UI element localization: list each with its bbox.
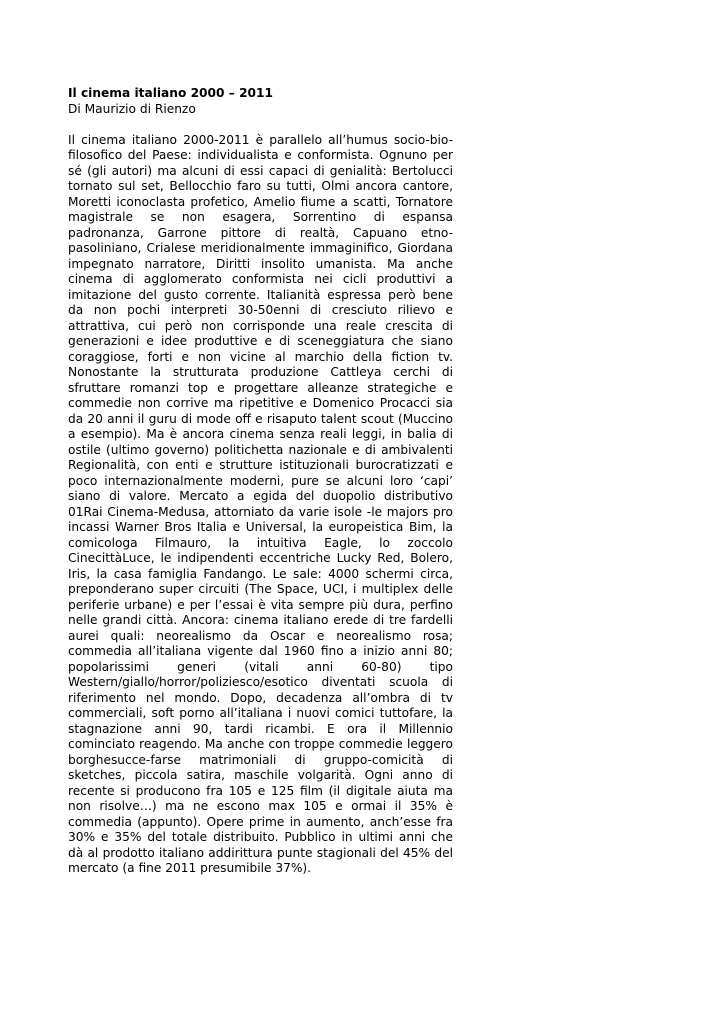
body-line: Regionalità, con enti e strutture istituzionali burocratizzati e [68,458,453,472]
body-line: commedia (appunto). Opere prime in aumento, anch’esse fra [68,814,453,829]
body-line: da non pochi interpreti 30-50enni di cresciuto rilievo e [68,303,453,317]
body-line: popolarissimi generi (vitali anni 60-80) tipo [68,659,453,674]
body-line: Moretti iconoclasta profetico, Amelio fiume a scatti, Tornatore [68,194,453,209]
body-line: tornato sul set, Bellocchio faro su tutti, Olmi ancora cantore, [68,179,453,193]
body-line: stagnazione anni 90, tardi ricambi. E ora il Millennio [68,721,453,736]
body-line: CinecittàLuce, le indipendenti eccentriche Lucky Red, Bolero, [68,551,453,565]
body-line: attrattiva, cui però non corrisponde una reale crescita di [68,318,453,333]
body-line: Iris, la casa famiglia Fandango. Le sale: 4000 schermi circa, [68,566,453,581]
body-line: comicologa Filmauro, la intuitiva Eagle, lo zoccolo [68,535,453,550]
body-line: a esempio). Ma è ancora cinema senza reali leggi, in balia di [68,427,453,441]
body-line: imitazione del gusto corrente. Italianità espressa però bene [68,287,453,302]
body-line: borghesucce-farse matrimoniali di gruppo-comicità di [68,752,453,767]
body-line: sketches, piccola satira, maschile volgarità. Ogni anno di [68,768,453,782]
body-line: cominciato reagendo. Ma anche con troppe commedie leggero [68,737,453,751]
body-line: sfruttare romanzi top e progettare alleanze strategiche e [68,380,453,395]
body-line: mercato (a fine 2011 presumibile 37%). [68,861,312,875]
body-line: non risolve…) ma ne escono max 105 e ormai il 35% è [68,799,453,813]
body-line: 30% e 35% del totale distribuito. Pubblico in ultimi anni che [68,830,453,844]
body-line: Nonostante la strutturata produzione Cattleya cerchi di [68,365,453,379]
body-line: Western/giallo/horror/poliziesco/esotico diventati scuola di [68,675,453,689]
body-line: aurei quali: neorealismo da Oscar e neorealismo rosa; [68,628,453,643]
body-line: poco internazionalmente moderni, pure se alcuni loro ‘capi’ [68,473,453,488]
body-line: commedia all’italiana vigente dal 1960 fino a inizio anni 80; [68,644,453,658]
body-line: preponderano super circuiti (The Space, UCI, i multiplex delle [68,582,453,596]
body-line: recente si producono fra 105 e 125 film (il digitale aiuta ma [68,783,453,798]
body-line: incassi Warner Bros Italia e Universal, la europeistica Bim, la [68,520,453,534]
body-line: siano di valore. Mercato a egida del duopolio distributivo [68,489,453,503]
body-line: commerciali, soft porno all’italiana i nuovi comici tuttofare, la [68,706,453,720]
body-line: da 20 anni il guru di mode off e risaputo talent scout (Muccino [68,411,453,426]
body-line: ostile (ultimo governo) politichetta nazionale e di ambivalenti [68,442,453,457]
article-body [68,133,453,877]
body-line: padronanza, Garrone pittore di realtà, Capuano etno- [68,225,453,240]
body-line: filosofico del Paese: individualista e conformista. Ognuno per [68,148,453,162]
body-line: dà al prodotto italiano addirittura punte stagionali del 45% del [68,845,453,860]
article-title: Il cinema italiano 2000 – 2011 [68,86,273,100]
body-line: cinema di agglomerato conformista nei cicli produttivi a [68,272,453,286]
body-line: periferie urbane) e per l’essai è vita sempre più dura, perfino [68,597,453,612]
body-line: impegnato narratore, Diritti insolito umanista. Ma anche [68,256,453,271]
body-line: pasoliniano, Crialese meridionalmente immaginifico, Giordana [68,241,453,255]
body-line: coraggiose, forti e non vicine al marchio della fiction tv. [68,349,453,364]
article [68,86,453,877]
article-author: Di Maurizio di Rienzo [68,101,196,116]
body-line: commedie non corrive ma ripetitive e Domenico Procacci sia [68,396,453,410]
body-line: generazioni e idee produttive e di sceneggiatura che siano [68,334,453,348]
body-line: 01Rai Cinema-Medusa, attorniato da varie isole -le majors pro [68,504,453,519]
body-line: Il cinema italiano 2000-2011 è parallelo all’humus socio-bio- [68,132,453,147]
body-line: magistrale se non esagera, Sorrentino di espansa [68,210,453,224]
body-line: sé (gli autori) ma alcuni di essi capaci di genialità: Bertolucci [68,163,453,178]
body-line: riferimento nel mondo. Dopo, decadenza all’ombra di tv [68,690,453,705]
body-line: nelle grandi città. Ancora: cinema italiano erede di tre fardelli [68,613,453,627]
